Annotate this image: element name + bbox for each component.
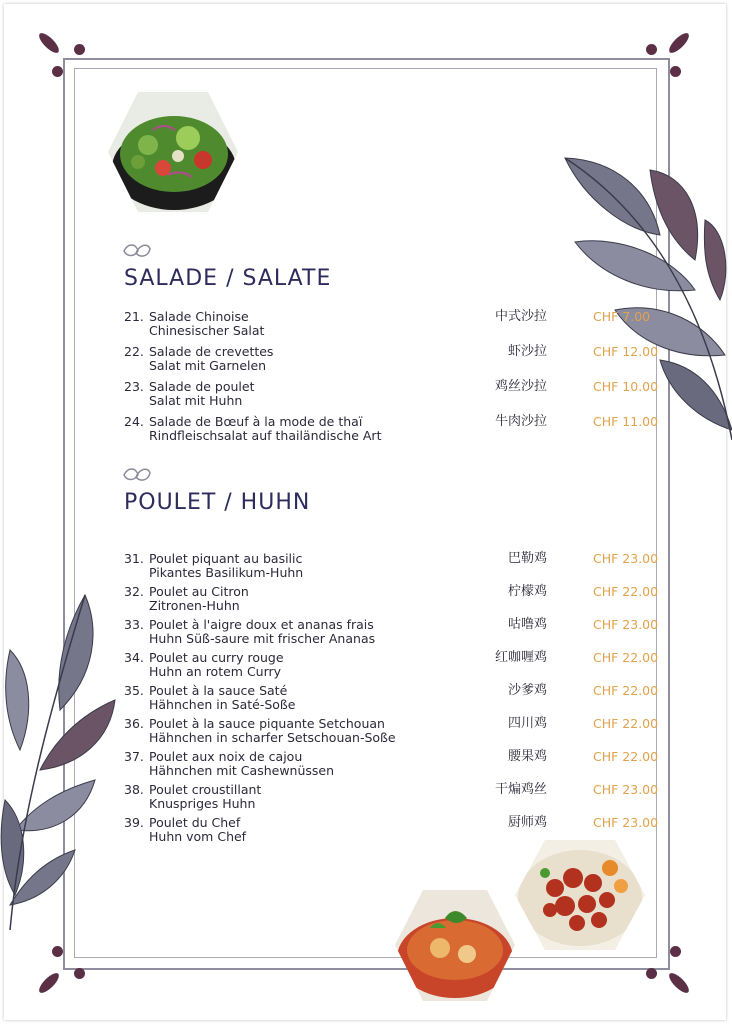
item-name-fr: Poulet au curry rouge <box>149 650 284 665</box>
item-name-zh: 干煸鸡丝 <box>494 782 547 797</box>
menu-item <box>124 816 664 846</box>
menu-item <box>124 552 664 582</box>
item-number: 35. <box>124 683 144 698</box>
item-name-zh: 牛肉沙拉 <box>494 414 547 429</box>
item-price: CHF 22.00 <box>593 584 659 599</box>
item-number: 21. <box>124 309 144 324</box>
curry-photo <box>395 888 515 1003</box>
corner-dot-bl-1 <box>52 946 63 957</box>
item-name-de: Hähnchen in scharfer Setschouan-Soße <box>149 730 396 745</box>
item-name-de: Salat mit Huhn <box>149 393 243 408</box>
section-title-salade: SALADE / SALATE <box>124 266 332 291</box>
item-name-zh: 巴勒鸡 <box>507 551 547 566</box>
item-number: 32. <box>124 584 144 599</box>
item-number: 34. <box>124 650 144 665</box>
item-name-de: Salat mit Garnelen <box>149 358 267 373</box>
item-price: CHF 10.00 <box>593 379 659 394</box>
item-name-fr: Poulet à la sauce Saté <box>149 683 288 698</box>
item-price: CHF 22.00 <box>593 749 659 764</box>
salad-photo <box>108 90 238 214</box>
item-price: CHF 22.00 <box>593 716 659 731</box>
menu-item <box>124 783 664 813</box>
item-name-de: Huhn Süß-saure mit frischer Ananas <box>149 631 376 646</box>
item-name-fr: Poulet à l'aigre doux et ananas frais <box>149 617 374 632</box>
item-name-fr: Poulet du Chef <box>149 815 241 830</box>
item-name-fr: Poulet aux noix de cajou <box>149 749 303 764</box>
item-name-fr: Poulet piquant au basilic <box>149 551 303 566</box>
item-price: CHF 23.00 <box>593 617 659 632</box>
sweet-sour-chicken-photo <box>515 838 645 952</box>
item-name-fr: Poulet au Citron <box>149 584 249 599</box>
menu-item <box>124 345 664 375</box>
menu-item <box>124 310 664 340</box>
corner-dot-tl-1 <box>74 44 85 55</box>
item-name-zh: 沙爹鸡 <box>507 683 547 698</box>
item-number: 38. <box>124 782 144 797</box>
menu-item <box>124 684 664 714</box>
item-price: CHF 7.00 <box>593 309 651 324</box>
item-name-de: Pikantes Basilikum-Huhn <box>149 565 304 580</box>
corner-dot-br-2 <box>646 968 657 979</box>
item-name-zh: 四川鸡 <box>507 716 547 731</box>
item-name-de: Hähnchen in Saté-Soße <box>149 697 296 712</box>
item-name-de: Huhn vom Chef <box>149 829 247 844</box>
item-name-zh: 咕噜鸡 <box>507 617 547 632</box>
item-name-fr: Poulet à la sauce piquante Setchouan <box>149 716 385 731</box>
item-number: 22. <box>124 344 144 359</box>
item-number: 36. <box>124 716 144 731</box>
item-name-fr: Salade Chinoise <box>149 309 249 324</box>
item-price: CHF 23.00 <box>593 551 659 566</box>
corner-dot-br-1 <box>670 946 681 957</box>
corner-dot-bl-2 <box>74 968 85 979</box>
item-name-zh: 红咖喱鸡 <box>494 650 547 665</box>
item-name-de: Hähnchen mit Cashewnüssen <box>149 763 335 778</box>
item-price: CHF 23.00 <box>593 815 659 830</box>
item-number: 39. <box>124 815 144 830</box>
item-number: 31. <box>124 551 144 566</box>
item-number: 37. <box>124 749 144 764</box>
item-name-zh: 虾沙拉 <box>507 344 547 359</box>
item-name-zh: 柠檬鸡 <box>507 584 547 599</box>
item-name-de: Chinesischer Salat <box>149 323 265 338</box>
item-price: CHF 11.00 <box>593 414 659 429</box>
item-name-fr: Salade de crevettes <box>149 344 274 359</box>
item-name-zh: 中式沙拉 <box>494 309 547 324</box>
section-title-poulet: POULET / HUHN <box>124 490 311 515</box>
menu-item <box>124 618 664 648</box>
leaf-bowl-icon <box>122 465 152 485</box>
item-name-de: Knuspriges Huhn <box>149 796 256 811</box>
corner-dot-tr-1 <box>646 44 657 55</box>
item-name-fr: Salade de poulet <box>149 379 255 394</box>
menu-item <box>124 380 664 410</box>
item-price: CHF 22.00 <box>593 650 659 665</box>
item-price: CHF 23.00 <box>593 782 659 797</box>
corner-dot-tr-2 <box>670 66 681 77</box>
item-name-zh: 厨师鸡 <box>507 815 547 830</box>
leaf-branch-icon <box>0 590 120 930</box>
item-name-zh: 鸡丝沙拉 <box>494 379 547 394</box>
item-name-de: Rindfleischsalat auf thailändische Art <box>149 428 382 443</box>
leaf-bowl-icon <box>122 241 152 261</box>
item-name-zh: 腰果鸡 <box>507 749 547 764</box>
menu-item <box>124 585 664 615</box>
corner-dot-tl-2 <box>52 66 63 77</box>
item-price: CHF 22.00 <box>593 683 659 698</box>
item-number: 23. <box>124 379 144 394</box>
item-number: 24. <box>124 414 144 429</box>
item-name-de: Zitronen-Huhn <box>149 598 240 613</box>
item-name-de: Huhn an rotem Curry <box>149 664 282 679</box>
item-price: CHF 12.00 <box>593 344 659 359</box>
menu-item <box>124 415 664 445</box>
item-name-fr: Salade de Bœuf à la mode de thaï <box>149 414 363 429</box>
item-name-fr: Poulet croustillant <box>149 782 262 797</box>
item-number: 33. <box>124 617 144 632</box>
menu-item <box>124 750 664 780</box>
menu-item <box>124 717 664 747</box>
menu-item <box>124 651 664 681</box>
